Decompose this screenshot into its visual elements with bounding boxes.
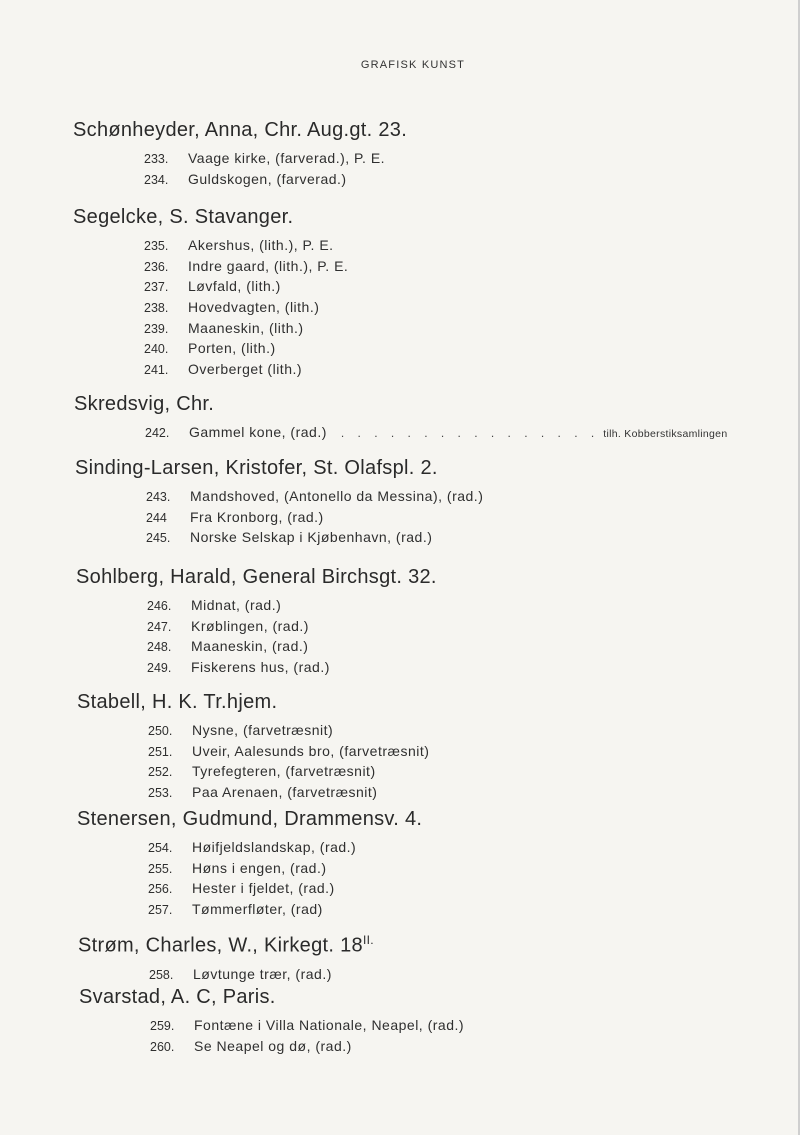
artist-entry <box>74 392 800 443</box>
artist-name-text: Stabell, H. K. Tr.hjem. <box>77 691 278 713</box>
work-title: Paa Arenaen, (farvetræsnit) <box>192 784 378 801</box>
artist-entry <box>79 985 800 1056</box>
ownership-note: tilh. Kobberstiksamlingen <box>603 428 728 440</box>
work-item <box>147 636 800 657</box>
artist-entry <box>73 118 800 189</box>
work-title: Mandshoved, (Antonello da Messina), (rad.) <box>190 488 484 504</box>
artist-name-text: Sohlberg, Harald, General Birchsgt. 32. <box>76 566 437 588</box>
artist-name <box>75 456 800 480</box>
work-title: Midnat, (rad.) <box>191 597 282 613</box>
work-item <box>148 761 800 782</box>
work-item <box>144 359 800 380</box>
work-list <box>150 1015 800 1056</box>
work-number: 247. <box>147 619 172 634</box>
work-list <box>145 422 800 443</box>
work-number: 236. <box>144 259 169 274</box>
artist-entry <box>75 456 800 548</box>
work-title: Nysne, (farvetræsnit) <box>192 722 334 738</box>
work-item <box>148 741 800 762</box>
work-list <box>148 837 800 920</box>
work-number: 252. <box>148 765 173 780</box>
artist-entry <box>78 928 800 984</box>
work-item <box>150 1036 800 1057</box>
work-number: 248. <box>147 640 172 655</box>
work-title: Fiskerens hus, (rad.) <box>191 659 330 676</box>
work-list <box>144 148 800 189</box>
work-item <box>148 878 800 899</box>
artist-name <box>77 807 800 831</box>
work-title: Tyrefegteren, (farvetræsnit) <box>192 763 376 780</box>
work-item <box>148 720 800 741</box>
work-item <box>150 1015 800 1036</box>
work-number: 249. <box>147 661 172 676</box>
work-title: Høifjeldslandskap, (rad.) <box>192 839 357 855</box>
work-item <box>146 486 800 507</box>
work-list <box>149 964 800 985</box>
artist-entry <box>77 690 800 803</box>
work-title: Se Neapel og dø, (rad.) <box>194 1037 352 1054</box>
artist-name-text: Svarstad, A. C, Paris. <box>79 986 276 1008</box>
page-header: GRAFISK KUNST <box>360 59 466 71</box>
artist-name <box>77 690 800 714</box>
work-number: 260. <box>150 1039 175 1054</box>
work-list <box>147 595 800 678</box>
work-number: 242. <box>145 426 170 440</box>
work-list <box>148 720 800 803</box>
work-list <box>144 235 800 380</box>
artist-name-text: Schønheyder, Anna, Chr. Aug.gt. 23. <box>73 119 408 141</box>
work-number: 238. <box>144 301 169 316</box>
work-number: 250. <box>148 724 173 738</box>
artist-name-text: Skredsvig, Chr. <box>74 393 215 415</box>
work-title: Krøblingen, (rad.) <box>191 617 309 634</box>
work-title: Maaneskin, (rad.) <box>191 638 309 655</box>
artist-entry <box>76 565 800 678</box>
work-item <box>147 616 800 637</box>
work-title: Hester i fjeldet, (rad.) <box>192 880 335 897</box>
work-title: Gammel kone, (rad.) <box>189 424 327 440</box>
work-number: 245. <box>146 531 171 546</box>
work-number: 243. <box>146 490 171 504</box>
work-item <box>147 657 800 678</box>
artist-entry <box>73 205 800 380</box>
work-number: 235. <box>144 239 169 253</box>
work-number: 251. <box>148 744 173 759</box>
artist-name <box>76 565 800 589</box>
artist-name <box>78 928 800 958</box>
work-title: Fontæne i Villa Nationale, Neapel, (rad.) <box>194 1017 465 1033</box>
work-number: 237. <box>144 280 169 295</box>
artist-name-text: Segelcke, S. Stavanger. <box>73 206 294 228</box>
work-number: 234. <box>144 172 169 187</box>
work-title: Tømmerfløter, (rad) <box>192 901 323 918</box>
work-item <box>145 422 800 443</box>
work-item <box>144 169 800 190</box>
work-number: 239. <box>144 321 169 336</box>
work-item <box>144 276 800 297</box>
work-title: Norske Selskap i Kjøbenhavn, (rad.) <box>190 529 433 546</box>
work-number: 254. <box>148 841 173 855</box>
work-item <box>148 858 800 879</box>
work-number: 246. <box>147 599 172 613</box>
work-list <box>146 486 800 548</box>
work-number: 241. <box>144 363 169 378</box>
work-title: Fra Kronborg, (rad.) <box>190 508 324 525</box>
work-item <box>146 527 800 548</box>
work-title: Høns i engen, (rad.) <box>192 859 327 876</box>
work-number: 253. <box>148 786 173 801</box>
work-title: Uveir, Aalesunds bro, (farvetræsnit) <box>192 742 430 759</box>
work-number: 257. <box>148 903 173 918</box>
artist-name-superscript: II. <box>362 933 374 947</box>
work-title: Porten, (lith.) <box>188 340 276 357</box>
work-number: 233. <box>144 152 169 166</box>
work-item <box>144 256 800 277</box>
work-number: 259. <box>150 1019 175 1033</box>
work-number: 240. <box>144 342 169 357</box>
artist-name <box>79 985 800 1009</box>
artist-entry <box>77 807 800 920</box>
work-title: Indre gaard, (lith.), P. E. <box>188 257 349 274</box>
artist-name-text: Sinding-Larsen, Kristofer, St. Olafspl. 2. <box>75 457 438 479</box>
work-item <box>149 964 800 985</box>
work-item <box>144 318 800 339</box>
artist-name-text: Strøm, Charles, W., Kirkegt. 18 <box>78 934 363 957</box>
artist-name <box>73 118 800 142</box>
work-item <box>144 338 800 359</box>
work-number: 256. <box>148 882 173 897</box>
work-item <box>144 297 800 318</box>
work-title: Løvtunge trær, (rad.) <box>193 965 332 982</box>
work-number: 258. <box>149 967 174 982</box>
leader-dots: . . . . . . . . . . . . . . . . <box>340 426 600 440</box>
work-title: Guldskogen, (farverad.) <box>188 170 347 187</box>
work-item <box>148 782 800 803</box>
work-title: Maaneskin, (lith.) <box>188 319 304 336</box>
work-title: Hovedvagten, (lith.) <box>188 299 320 316</box>
artist-name-text: Stenersen, Gudmund, Drammensv. 4. <box>77 808 423 830</box>
work-item <box>144 148 800 169</box>
artist-name <box>74 392 800 416</box>
work-item <box>144 235 800 256</box>
work-number: 244 <box>146 510 167 525</box>
work-item <box>148 899 800 920</box>
work-title: Vaage kirke, (farverad.), P. E. <box>188 150 386 166</box>
work-item <box>147 595 800 616</box>
work-title: Akershus, (lith.), P. E. <box>188 237 334 253</box>
work-title: Overberget (lith.) <box>188 361 303 378</box>
work-item <box>146 507 800 528</box>
work-number: 255. <box>148 861 173 876</box>
work-title: Løvfald, (lith.) <box>188 278 281 295</box>
artist-name <box>73 205 800 229</box>
work-item <box>148 837 800 858</box>
